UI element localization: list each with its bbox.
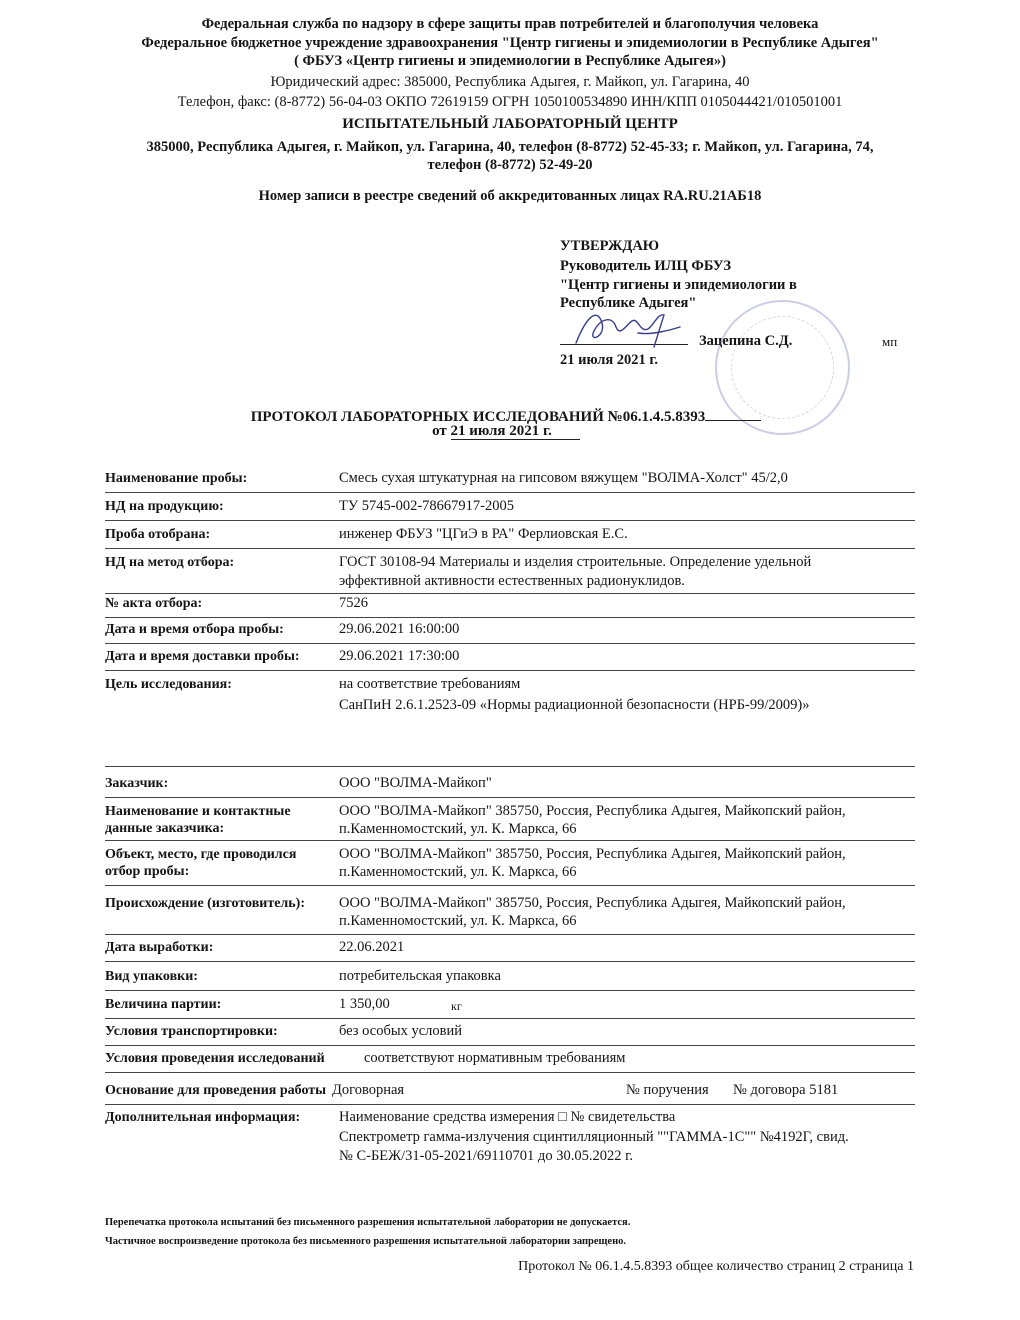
- header-registry-number: Номер записи в реестре сведений об аккредитованных лицах RA.RU.21АБ18: [258, 188, 762, 204]
- header-short-name: ( ФБУЗ «Центр гигиены и эпидемиологии в Республике Адыгея»): [294, 53, 726, 69]
- header-lab-phone: телефон (8-8772) 52-49-20: [427, 157, 593, 173]
- field-research-purpose: [105, 676, 915, 767]
- field-label: Заказчик:: [105, 776, 169, 791]
- field-label-continued: данные заказчика:: [105, 821, 225, 836]
- field-packaging: [105, 968, 915, 991]
- field-label: № акта отбора:: [105, 596, 203, 611]
- field-research-conditions: [105, 1050, 915, 1073]
- field-value: на соответствие требованиям: [339, 676, 521, 692]
- protocol-title-text: ПРОТОКОЛ ЛАБОРАТОРНЫХ ИССЛЕДОВАНИЙ №06.1.4.5.8393: [250, 409, 706, 425]
- footer-page-info: Протокол № 06.1.4.5.8393 общее количество страниц 2 страница 1: [518, 1259, 914, 1274]
- approval-position-org: "Центр гигиены и эпидемиологии в: [560, 277, 797, 293]
- field-contract-number: № договора 5181: [733, 1082, 839, 1098]
- field-value-continued: эффективной активности естественных радионуклидов.: [339, 573, 685, 589]
- field-manufacturer: [105, 895, 915, 935]
- field-sampling-method: [105, 554, 915, 594]
- field-unit: кг: [451, 999, 462, 1013]
- field-value: ТУ 5745-002-78667917-2005: [339, 498, 514, 514]
- field-value: инженер ФБУЗ "ЦГиЭ в РА" Ферлиовская Е.С.: [339, 526, 628, 542]
- field-value: соответствуют нормативным требованиям: [364, 1050, 626, 1066]
- field-label: Наименование и контактные: [105, 804, 291, 819]
- field-label: Объект, место, где проводился: [105, 847, 297, 862]
- approval-position: Руководитель ИЛЦ ФБУЗ: [560, 258, 732, 274]
- field-order-number: № поручения: [626, 1082, 709, 1098]
- field-value: потребительская упаковка: [339, 968, 501, 984]
- header-institution: Федеральное бюджетное учреждение здравоохранения "Центр гигиены и эпидемиологии в Республике Адыгея": [141, 35, 879, 51]
- field-value: без особых условий: [339, 1023, 462, 1039]
- field-value: Договорная: [332, 1082, 405, 1098]
- field-value: 1 350,00: [339, 996, 390, 1012]
- field-customer: [105, 775, 915, 798]
- field-value: Смесь сухая штукатурная на гипсовом вяжущем "ВОЛМА-Холст" 45/2,0: [339, 470, 788, 486]
- protocol-date-prefix: от: [432, 423, 447, 439]
- field-value-continued: № С-БЕЖ/31-05-2021/69110701 до 30.05.2022 г.: [339, 1148, 634, 1164]
- field-value: ООО "ВОЛМА-Майкоп" 385750, Россия, Республика Адыгея, Майкопский район,: [339, 846, 846, 862]
- field-transport-conditions: [105, 1023, 915, 1046]
- stamp-place-mark: мп: [882, 334, 898, 349]
- field-value-continued: СанПиН 2.6.1.2523-09 «Нормы радиационной безопасности (НРБ-99/2009)»: [339, 697, 810, 713]
- field-label: Происхождение (изготовитель):: [105, 896, 306, 911]
- field-value: 7526: [339, 595, 368, 611]
- field-label: НД на продукцию:: [105, 499, 224, 514]
- field-sampled-by: [105, 526, 915, 549]
- approval-heading: УТВЕРЖДАЮ: [560, 238, 660, 254]
- field-label: Вид упаковки:: [105, 969, 198, 984]
- field-label: Дата и время доставки пробы:: [105, 649, 300, 664]
- field-act-number: [105, 595, 915, 618]
- field-value: ООО "ВОЛМА-Майкоп" 385750, Россия, Республика Адыгея, Майкопский район,: [339, 803, 846, 819]
- field-value: ГОСТ 30108-94 Материалы и изделия строительные. Определение удельной: [339, 554, 812, 570]
- field-label: Условия транспортировки:: [105, 1024, 278, 1039]
- field-value: ООО "ВОЛМА-Майкоп" 385750, Россия, Республика Адыгея, Майкопский район,: [339, 895, 846, 911]
- field-label: Цель исследования:: [105, 677, 232, 692]
- field-value: 29.06.2021 16:00:00: [339, 621, 460, 637]
- protocol-title-underline: [705, 405, 761, 421]
- field-sample-name: [105, 470, 915, 493]
- field-label: Величина партии:: [105, 997, 222, 1012]
- field-label: Дата и время отбора пробы:: [105, 622, 284, 637]
- field-value: Наименование средства измерения □ № свидетельства: [339, 1109, 676, 1125]
- field-label: НД на метод отбора:: [105, 555, 235, 570]
- field-value-continued: п.Каменномостский, ул. К. Маркса, 66: [339, 821, 577, 837]
- field-label-continued: отбор пробы:: [105, 864, 190, 879]
- field-product-standard: [105, 498, 915, 521]
- footer-reprint-note: Перепечатка протокола испытаний без письменного разрешения испытательной лаборатории не допускается.: [105, 1217, 631, 1228]
- field-label: Дата выработки:: [105, 940, 214, 955]
- field-value-continued: Спектрометр гамма-излучения сцинтилляционный ""ГАММА-1С"" №4192Г, свид.: [339, 1129, 849, 1145]
- field-value-continued: п.Каменномостский, ул. К. Маркса, 66: [339, 913, 577, 929]
- header-phone-codes: Телефон, факс: (8-8772) 56-04-03 ОКПО 72619159 ОГРН 1050100534890 ИНН/КПП 0105044421/010501001: [177, 94, 843, 110]
- footer-partial-copy-note: Частичное воспроизведение протокола без письменного разрешения испытательной лаборатории запрещено.: [105, 1236, 627, 1247]
- header-agency: Федеральная служба по надзору в сфере защиты прав потребителей и благополучия человека: [201, 16, 819, 32]
- approval-position-region: Республике Адыгея": [560, 295, 697, 311]
- protocol-date-value: 21 июля 2021 г.: [451, 423, 580, 440]
- header-lab-address: 385000, Республика Адыгея, г. Майкоп, ул. Гагарина, 40, телефон (8-8772) 52-45-33; г. Майкоп, ул. Гагарина, 74,: [146, 139, 874, 155]
- field-customer-contacts: [105, 803, 915, 841]
- field-value: 22.06.2021: [339, 939, 405, 955]
- field-value: 29.06.2021 17:30:00: [339, 648, 460, 664]
- field-label: Дополнительная информация:: [105, 1110, 301, 1125]
- field-label: Наименование пробы:: [105, 471, 248, 486]
- header-lab-center: ИСПЫТАТЕЛЬНЫЙ ЛАБОРАТОРНЫЙ ЦЕНТР: [342, 116, 678, 132]
- field-label: Основание для проведения работы: [105, 1083, 327, 1098]
- protocol-date: [26, 423, 986, 440]
- header-legal-address: Юридический адрес: 385000, Республика Адыгея, г. Майкоп, ул. Гагарина, 40: [270, 74, 750, 90]
- field-sampling-datetime: [105, 621, 915, 644]
- field-value-continued: п.Каменномостский, ул. К. Маркса, 66: [339, 864, 577, 880]
- field-batch-size: [105, 996, 915, 1019]
- field-value: ООО "ВОЛМА-Майкоп": [339, 775, 492, 791]
- field-additional-info: [105, 1109, 915, 1167]
- field-label: Условия проведения исследований: [105, 1051, 325, 1066]
- field-label: Проба отобрана:: [105, 527, 211, 542]
- field-work-basis: [105, 1082, 915, 1105]
- field-sampling-site: [105, 846, 915, 886]
- field-production-date: [105, 939, 915, 962]
- approval-date: 21 июля 2021 г.: [560, 352, 659, 368]
- approval-name: Зацепина С.Д.: [699, 333, 793, 349]
- signature-icon: [568, 303, 688, 353]
- field-delivery-datetime: [105, 648, 915, 671]
